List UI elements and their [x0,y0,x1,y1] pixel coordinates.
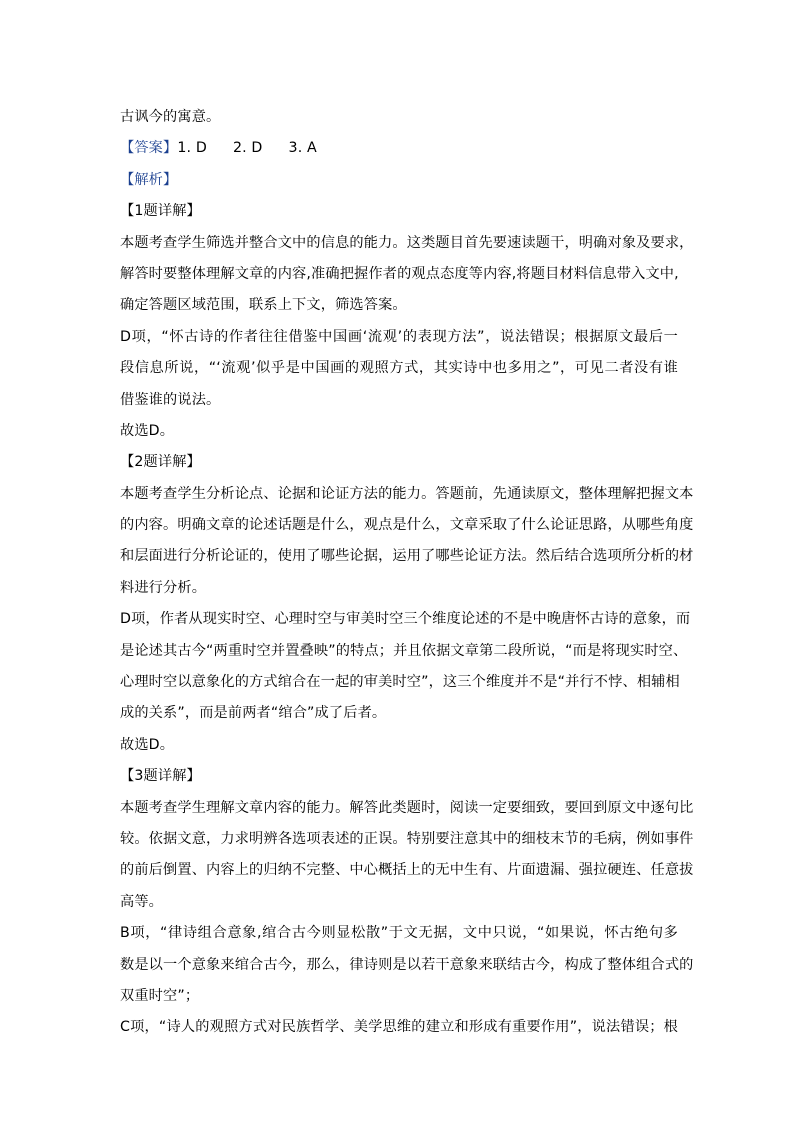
q1-line: D项，“怀古诗的作者往往借鉴中国画‘流观’的表现方法”，说法错误；根据原文最后一 [120,328,678,345]
q2-conclusion: 故选D。 [120,736,175,753]
q2-line: 本题考查学生分析论点、论据和论证方法的能力。答题前，先通读原文，整体理解把握文本 [120,485,694,502]
q3-line: 较。依据文意，力求明辨各选项表述的正误。特别要注意其中的细枝末节的毛病，例如事件 [120,830,694,847]
q1-conclusion: 故选D。 [120,422,175,439]
q3-line: B项，“律诗组合意象,绾合古今则显松散”于文无据，文中只说，“如果说，怀古绝句多 [120,925,678,942]
q2-line: 料进行分析。 [120,579,207,596]
q1-line: 解答时要整体理解文章的内容,准确把握作者的观点态度等内容,将题目材料信息带入文中, [120,265,679,282]
q3-line: 双重时空”； [120,987,200,1004]
q2-line: 是论述其古今“两重时空并置叠映”的特点；并且依据文章第二段所说，“而是将现实时空、 [120,642,688,659]
q1-line: 段信息所说，“‘流观’似乎是中国画的观照方式，其实诗中也多用之”，可见二者没有谁 [120,360,678,377]
q3-line: 高等。 [120,893,164,910]
q1-line: 本题考查学生筛选并整合文中的信息的能力。这类题目首先要速读题干，明确对象及要求， [120,234,694,251]
answer-line [120,133,678,164]
answer-item-3: 3. A [288,140,317,157]
q1-line: 借鉴谁的说法。 [120,391,221,408]
q3-line: 本题考查学生理解文章内容的能力。解答此类题时，阅读一定要细致，要回到原文中逐句比 [120,799,694,816]
answer-item-2: 2. D [232,140,263,157]
document-body [120,102,694,1044]
answer-label: 【答案】 [120,140,178,157]
q2-line: 心理时空以意象化的方式绾合在一起的审美时空”，这三个维度并不是“并行不悖、相辅相 [120,674,680,691]
q2-line: 的内容。明确文章的论述话题是什么，观点是什么，文章采取了什么论证思路，从哪些角度 [120,517,694,534]
q3-line: 数是以一个意象来绾合古今，那么，律诗则是以若干意象来联结古今，构成了整体组合式的 [120,956,694,973]
q3-line: C项，“诗人的观照方式对民族哲学、美学思维的建立和形成有重要作用”，说法错误；根 [120,1019,678,1036]
q2-line: 和层面进行分析论证的，使用了哪些论据，运用了哪些论证方法。然后结合选项所分析的材 [120,548,694,565]
q3-line: 的前后倒置、内容上的归纳不完整、中心概括上的无中生有、片面遗漏、强拉硬连、任意拔 [120,862,694,879]
q2-line: 成的关系”，而是前两者“绾合”成了后者。 [120,705,387,722]
intro-line: 古讽今的寓意。 [120,109,221,125]
q1-heading: 【1题详解】 [120,203,201,220]
q1-line: 确定答题区域范围，联系上下文，筛选答案。 [120,297,407,314]
q2-line: D项，作者从现实时空、心理时空与审美时空三个维度论述的不是中晚唐怀古诗的意象，而 [120,611,691,628]
q2-heading: 【2题详解】 [120,454,201,471]
answer-item-1: 1. D [177,140,207,157]
q3-heading: 【3题详解】 [120,768,201,785]
analysis-label: 【解析】 [120,171,178,188]
